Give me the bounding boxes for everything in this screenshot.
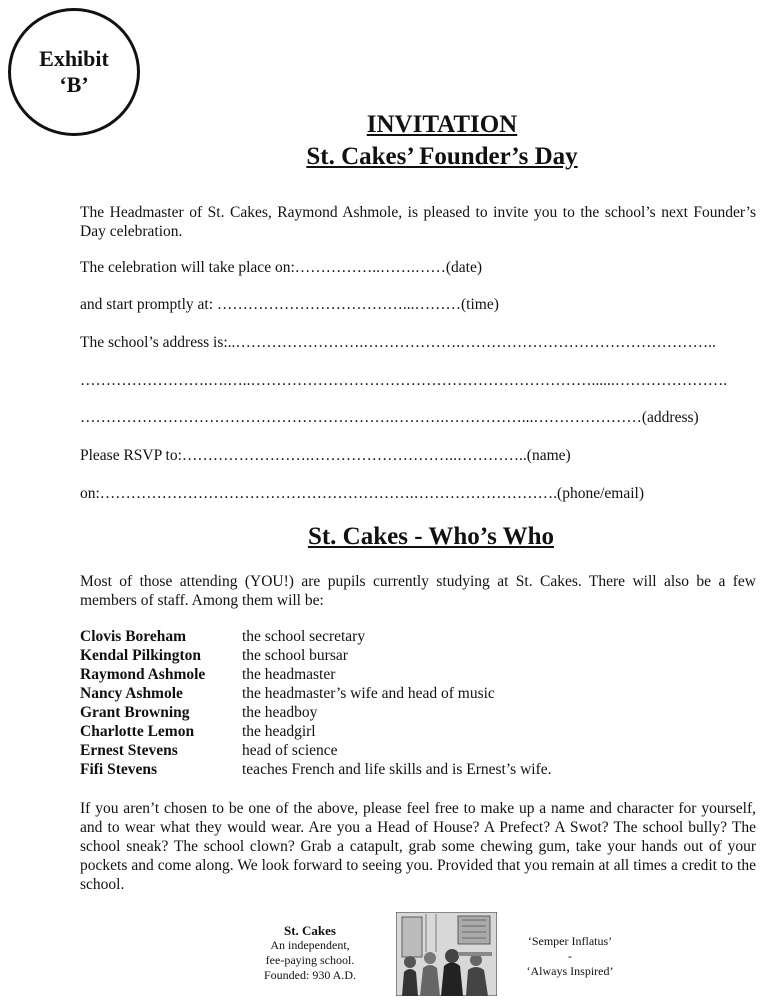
- list-item: [80, 684, 552, 703]
- rsvp-line: Please RSVP to:…………………….………………………..…………..(name): [80, 447, 571, 464]
- staff-role: the school secretary: [242, 628, 366, 645]
- school-info: [250, 923, 370, 983]
- list-item: [80, 646, 552, 665]
- invitation-subtitle: St. Cakes’ Founder’s Day: [306, 143, 578, 170]
- list-item: [80, 703, 552, 722]
- staff-role: head of science: [242, 742, 338, 759]
- school-name: St. Cakes: [283, 923, 336, 938]
- staff-name: Ernest Stevens: [80, 742, 178, 759]
- address-line-3: …………………………………………………….……….……………...…………………(address): [80, 409, 699, 426]
- invitation-intro: The Headmaster of St. Cakes, Raymond Ashmole, is pleased to invite you to the school’s next Founder’s Day celebration.: [80, 204, 756, 240]
- exhibit-letter: ‘B’: [59, 72, 89, 97]
- list-item: [80, 665, 552, 684]
- whos-who-intro: Most of those attending (YOU!) are pupils currently studying at St. Cakes. There will also be a few members of staff. Among them will be:: [80, 573, 756, 609]
- school-desc-2: fee-paying school.: [265, 953, 355, 967]
- whos-who-title: St. Cakes - Who’s Who: [307, 523, 555, 550]
- staff-list: [80, 627, 552, 779]
- time-line: and start promptly at: ………………………………...………(time): [80, 296, 499, 313]
- list-item: [80, 741, 552, 760]
- invitation-title: INVITATION: [366, 111, 518, 138]
- staff-role: the school bursar: [242, 647, 348, 664]
- staff-name: Fifi Stevens: [80, 761, 158, 778]
- staff-role: the headmaster: [242, 666, 336, 683]
- date-line: The celebration will take place on:……………..…….……(date): [80, 259, 483, 276]
- motto-latin: ‘Semper Inflatus’: [527, 934, 613, 948]
- staff-name: Clovis Boreham: [80, 628, 187, 645]
- address-line-2: …………………….….…..…………………………………………………………......………………….: [80, 372, 728, 389]
- list-item: [80, 722, 552, 741]
- staff-name: Kendal Pilkington: [80, 647, 202, 664]
- engraving-image: [396, 912, 497, 996]
- staff-name: Raymond Ashmole: [80, 666, 206, 683]
- address-line-1: The school’s address is:..…………………….……………….…………………………………………..: [80, 334, 716, 351]
- staff-name: Nancy Ashmole: [80, 685, 183, 702]
- motto-english: ‘Always Inspired’: [526, 964, 614, 978]
- staff-name: Charlotte Lemon: [80, 723, 195, 740]
- staff-role: the headmaster’s wife and head of music: [242, 685, 495, 702]
- school-desc-1: An independent,: [270, 938, 350, 952]
- contact-line: on:…………………………………………………….……………………….(phone/email): [80, 485, 644, 502]
- staff-role: the headboy: [242, 704, 318, 721]
- school-founded: Founded: 930 A.D.: [263, 968, 356, 982]
- staff-name: Grant Browning: [80, 704, 190, 721]
- exhibit-label: Exhibit: [39, 46, 109, 71]
- list-item: [80, 760, 552, 779]
- staff-role: the headgirl: [242, 723, 316, 740]
- closing-paragraph: If you aren’t chosen to be one of the above, please feel free to make up a name and character for yourself, and to wear what they would wear. Are you a Head of House? A Prefect? A Swot? The school bully? The school sneak? The school clown? Grab a catapult, grab some chewing gum, take your hands out of your pockets and come along. We look forward to seeing you. Provided that you remain at all times a credit to the school.: [80, 800, 756, 893]
- list-item: [80, 627, 552, 646]
- motto-separator: -: [568, 949, 572, 963]
- school-motto: [510, 934, 630, 979]
- staff-role: teaches French and life skills and is Ernest’s wife.: [242, 761, 552, 778]
